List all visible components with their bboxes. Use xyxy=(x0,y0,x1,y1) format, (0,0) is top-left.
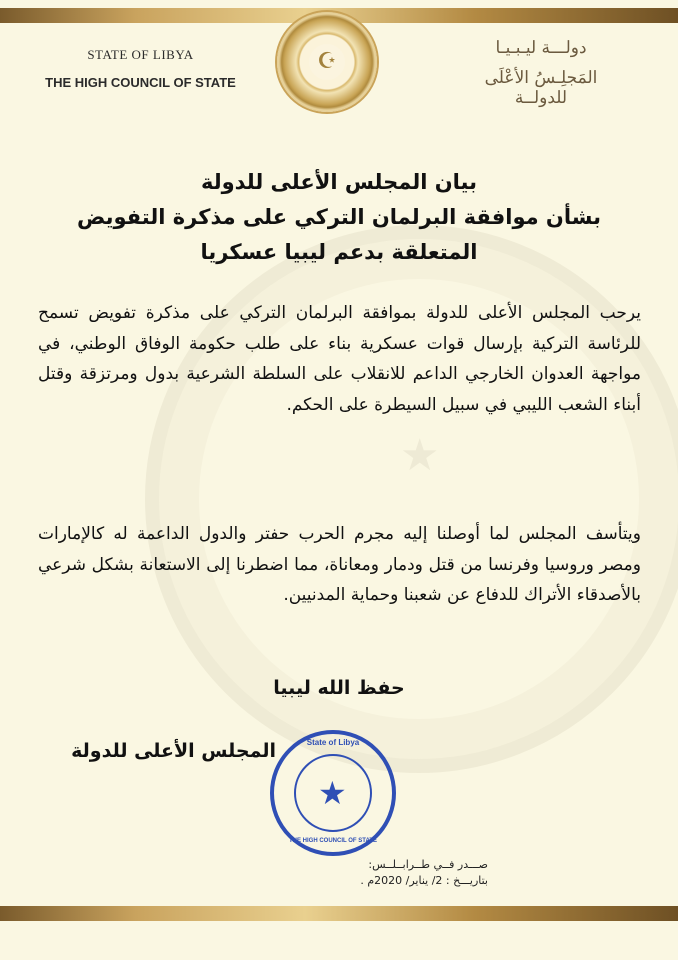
seal-star-icon: ★ xyxy=(318,774,347,812)
statement-title-line1: بيان المجلس الأعلى للدولة xyxy=(200,170,477,194)
issued-date: بتاريـــخ : 2/ يناير/ 2020م . xyxy=(360,874,488,887)
emblem-icon xyxy=(277,12,377,112)
header-english-council: THE HIGH COUNCIL OF STATE xyxy=(45,75,236,90)
crescent-star-icon: ☪ xyxy=(309,44,345,80)
watermark-star-icon: ★ xyxy=(400,430,440,481)
statement-title-line2: بشأن موافقة البرلمان التركي على مذكرة التفويض xyxy=(76,205,601,229)
seal-bottom-text: THE HIGH COUNCIL OF STATE xyxy=(289,838,377,844)
signature-council: المجلس الأعلى للدولة xyxy=(71,740,276,762)
seal-inner-ring xyxy=(294,754,372,832)
bottom-gold-bar xyxy=(0,906,678,921)
statement-title-line3: المتعلقة بدعم ليبيا عسكريا xyxy=(200,240,478,264)
header-arabic-council: المَجلِـسُ الأعْلَى للدولــة xyxy=(484,68,598,108)
official-seal-stamp xyxy=(270,730,396,856)
seal-top-text: State of Libya xyxy=(306,738,360,747)
closing-phrase: حفظ الله ليبيا xyxy=(273,677,405,699)
header-arabic-state: دولـــة ليـبـيـا xyxy=(495,38,587,58)
header-english-state: STATE OF LIBYA xyxy=(87,47,194,62)
body-paragraph-1: يرحب المجلس الأعلى للدولة بموافقة البرلمان التركي على مذكرة تفويض تسمح للرئاسة التركية بإرسال قوات عسكرية بناء على طلب حكومة الوفاق الوطني، في مواجهة العدوان الخارجي الداعم للانقلاب على السلطة الشرعية بدول ومرتزقة وقتل أبناء الشعب الليبي في سبيل السيطرة على الحكم. xyxy=(38,303,641,415)
issued-place: صـــدر فــي طــرابــلــس: xyxy=(368,858,488,871)
body-paragraph-2: ويتأسف المجلس لما أوصلنا إليه مجرم الحرب حفتر والدول الداعمة له كالإمارات ومصر وروسيا وفرنسا من قتل ودمار ومعاناة، مما اضطرنا إلى الاستعانة بشكل شرعي بالأصدقاء الأتراك للدفاع عن شعبنا وحماية المدنيين. xyxy=(38,524,641,605)
